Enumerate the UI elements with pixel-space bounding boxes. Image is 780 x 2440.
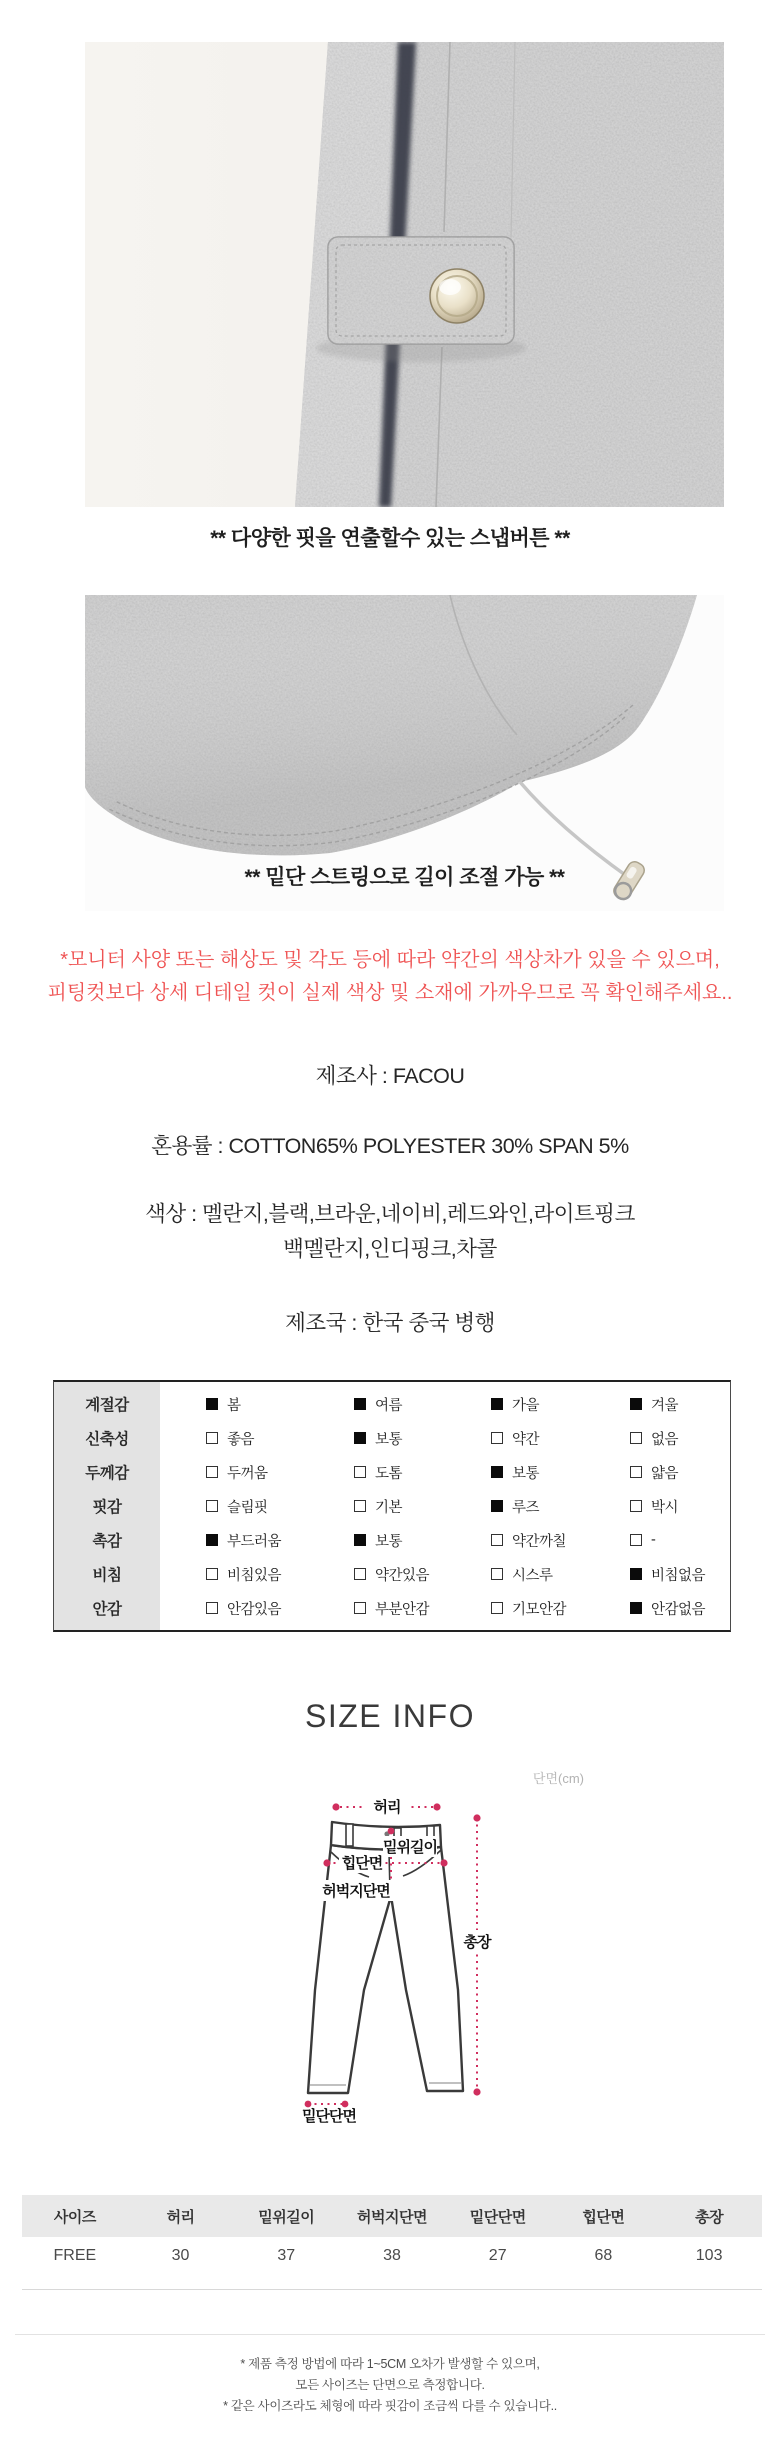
spec-option [491, 1462, 630, 1483]
size-table-value-row [22, 2247, 762, 2265]
checkbox-unchecked-icon [354, 1466, 366, 1478]
spec-option [491, 1598, 630, 1619]
colors-line-2: 백멜란지,인디핑크,차콜 [283, 1237, 497, 1261]
size-value-cell: FREE [53, 2247, 97, 2264]
spec-option [491, 1394, 630, 1415]
size-table-header-row [22, 2195, 762, 2237]
spec-option-text: 비침없음 [651, 1567, 706, 1584]
spec-option [354, 1462, 491, 1483]
spec-option [491, 1496, 630, 1517]
spec-row-options [160, 1394, 730, 1415]
checkbox-unchecked-icon [206, 1568, 218, 1580]
spec-option-text: 좋음 [227, 1431, 255, 1448]
product-photo-hem-string [85, 595, 724, 911]
diagram-hip-label: 힙단면 [341, 1855, 383, 1872]
checkbox-checked-icon [630, 1568, 642, 1580]
checkbox-unchecked-icon [630, 1432, 642, 1444]
product-photo-snap-button [85, 42, 724, 507]
checkbox-checked-icon [630, 1398, 642, 1410]
spec-row-label: 안감 [92, 1601, 122, 1618]
colors-line [0, 1197, 780, 1267]
spec-option-text: 약간 [512, 1431, 540, 1448]
spec-row-options [160, 1564, 730, 1585]
spec-row-label: 핏감 [92, 1499, 122, 1516]
spec-option [206, 1394, 354, 1415]
diagram-length-label: 총장 [463, 1934, 491, 1951]
size-header-cell: 허리 [166, 2208, 195, 2226]
spec-row-options [160, 1496, 730, 1517]
checkbox-unchecked-icon [630, 1466, 642, 1478]
checkbox-unchecked-icon [206, 1432, 218, 1444]
spec-option-text: 박시 [651, 1499, 679, 1516]
size-value-cell: 37 [277, 2247, 296, 2264]
color-difference-notice [0, 944, 780, 1010]
size-header-cell: 총장 [695, 2208, 724, 2226]
snap-button [430, 269, 484, 323]
spec-option-text: 루즈 [512, 1499, 540, 1516]
spec-option-text: 보통 [375, 1533, 403, 1550]
diagram-rise-label: 밑위길이 [383, 1839, 437, 1856]
fabric-mix-line: 혼용률 : COTTON65% POLYESTER 30% SPAN 5% [151, 1134, 629, 1158]
spec-option [491, 1428, 630, 1449]
spec-option-text: 시스루 [512, 1567, 553, 1584]
size-header-cell: 밑단단면 [469, 2208, 526, 2226]
notice-line-2: 피팅컷보다 상세 디테일 컷이 실제 색상 및 소재에 가까우므로 꼭 확인해주세요.. [47, 982, 733, 1004]
spec-option [354, 1564, 491, 1585]
checkbox-checked-icon [354, 1432, 366, 1444]
checkbox-unchecked-icon [491, 1534, 503, 1546]
spec-option-text: 부분안감 [375, 1601, 430, 1618]
size-info-title: SIZE INFO [305, 1698, 475, 1734]
checkbox-unchecked-icon [630, 1500, 642, 1512]
size-header-cell: 사이즈 [53, 2208, 96, 2226]
checkbox-unchecked-icon [630, 1534, 642, 1546]
checkbox-unchecked-icon [491, 1432, 503, 1444]
notice-line-1: *모니터 사양 또는 해상도 및 각도 등에 따라 약간의 색상차가 있을 수 있으며, [60, 949, 720, 971]
spec-row [54, 1489, 730, 1523]
size-value-cell: 27 [488, 2247, 507, 2264]
spec-row [54, 1557, 730, 1591]
pants-measurement-diagram [0, 1780, 780, 2130]
spec-option [630, 1462, 730, 1483]
diagram-thigh-label: 허벅지단면 [322, 1883, 390, 1900]
spec-option-text: 보통 [512, 1465, 540, 1482]
checkbox-unchecked-icon [206, 1466, 218, 1478]
origin-line: 제조국 : 한국 중국 병행 [285, 1311, 495, 1335]
checkbox-unchecked-icon [354, 1568, 366, 1580]
spec-option-text: 도톰 [375, 1465, 403, 1482]
measurement-disclaimer [0, 2354, 780, 2417]
size-value-cell: 30 [171, 2247, 190, 2264]
spec-option [630, 1530, 730, 1551]
checkbox-checked-icon [630, 1602, 642, 1614]
spec-option-text: - [651, 1532, 656, 1548]
checkbox-checked-icon [491, 1466, 503, 1478]
spec-row-options [160, 1598, 730, 1619]
checkbox-checked-icon [354, 1534, 366, 1546]
checkbox-unchecked-icon [354, 1602, 366, 1614]
checkbox-checked-icon [491, 1500, 503, 1512]
spec-row [54, 1387, 730, 1421]
spec-option-text: 두꺼움 [227, 1465, 268, 1482]
spec-row-label: 신축성 [85, 1431, 129, 1448]
checkbox-unchecked-icon [206, 1602, 218, 1614]
checkbox-checked-icon [354, 1398, 366, 1410]
spec-option-text: 얇음 [651, 1465, 679, 1482]
spec-row-options [160, 1530, 730, 1551]
photo1-caption: ** 다양한 핏을 연출할수 있는 스냅버튼 ** [210, 527, 570, 550]
spec-row [54, 1523, 730, 1557]
spec-option [206, 1598, 354, 1619]
spec-row-label: 계절감 [85, 1397, 129, 1414]
size-value-cell: 38 [383, 2247, 401, 2264]
footer-note-1: * 제품 측정 방법에 따라 1~5CM 오차가 발생할 수 있으며, [240, 2357, 540, 2371]
colors-line-1: 색상 : 멜란지,블랙,브라운,네이비,레드와인,라이트핑크 [145, 1202, 635, 1226]
spec-option [206, 1462, 354, 1483]
spec-option-text: 안감있음 [227, 1601, 282, 1618]
checkbox-checked-icon [206, 1534, 218, 1546]
spec-option-text: 여름 [375, 1397, 403, 1414]
spec-option-text: 보통 [375, 1431, 403, 1448]
spec-option-text: 기본 [375, 1499, 403, 1516]
spec-option [206, 1564, 354, 1585]
spec-option [630, 1428, 730, 1449]
spec-option-text: 비침있음 [227, 1567, 282, 1584]
spec-row-label: 촉감 [92, 1533, 122, 1550]
fabric-spec-table [53, 1380, 731, 1632]
size-value-cell: 103 [695, 2247, 723, 2264]
footer-note-3: * 같은 사이즈라도 체형에 따라 핏감이 조금씩 다를 수 있습니다.. [223, 2399, 557, 2413]
spec-option [354, 1496, 491, 1517]
size-measurements-table [22, 2195, 762, 2290]
spec-option-text: 없음 [651, 1431, 679, 1448]
checkbox-checked-icon [491, 1398, 503, 1410]
spec-option-text: 봄 [227, 1397, 241, 1414]
spec-option [354, 1530, 491, 1551]
spec-option [354, 1394, 491, 1415]
spec-row-label: 비침 [92, 1567, 122, 1584]
spec-option-text: 안감없음 [651, 1601, 706, 1618]
checkbox-unchecked-icon [354, 1500, 366, 1512]
spec-option-text: 겨울 [651, 1397, 679, 1414]
photo2-caption: ** 밑단 스트링으로 길이 조절 가능 ** [244, 866, 565, 889]
bottom-divider [15, 2334, 765, 2335]
spec-option [354, 1598, 491, 1619]
spec-option [491, 1564, 630, 1585]
size-header-cell: 힙단면 [582, 2208, 625, 2226]
spec-option [206, 1496, 354, 1517]
diagram-hem-label: 밑단단면 [302, 2108, 356, 2125]
spec-option-text: 가을 [512, 1397, 540, 1414]
spec-row [54, 1591, 730, 1625]
manufacturer-line: 제조사 : FACOU [315, 1064, 465, 1088]
checkbox-unchecked-icon [206, 1500, 218, 1512]
spec-option [491, 1530, 630, 1551]
size-header-cell: 허벅지단면 [357, 2208, 427, 2226]
checkbox-unchecked-icon [491, 1568, 503, 1580]
checkbox-checked-icon [206, 1398, 218, 1410]
spec-row-label: 두께감 [85, 1465, 129, 1482]
spec-option [630, 1598, 730, 1619]
spec-option-text: 슬림핏 [227, 1499, 268, 1516]
spec-option [630, 1564, 730, 1585]
spec-option-text: 약간까칠 [512, 1533, 567, 1550]
spec-option [630, 1394, 730, 1415]
spec-row [54, 1421, 730, 1455]
spec-option-text: 약간있음 [375, 1567, 430, 1584]
snap-button-photo-art [85, 42, 724, 507]
footer-note-2: 모든 사이즈는 단면으로 측정합니다. [295, 2378, 485, 2392]
size-unit-note: 단면(cm) [532, 1771, 584, 1786]
spec-option [206, 1428, 354, 1449]
spec-option [630, 1496, 730, 1517]
spec-row [54, 1455, 730, 1489]
spec-option-text: 기모안감 [512, 1601, 567, 1618]
checkbox-unchecked-icon [491, 1602, 503, 1614]
spec-option [354, 1428, 491, 1449]
spec-row-options [160, 1462, 730, 1483]
spec-row-options [160, 1428, 730, 1449]
size-value-cell: 68 [594, 2247, 613, 2264]
diagram-waist-label: 허리 [373, 1799, 401, 1816]
spec-option [206, 1530, 354, 1551]
size-header-cell: 밑위길이 [258, 2208, 315, 2226]
spec-option-text: 부드러움 [227, 1533, 282, 1550]
